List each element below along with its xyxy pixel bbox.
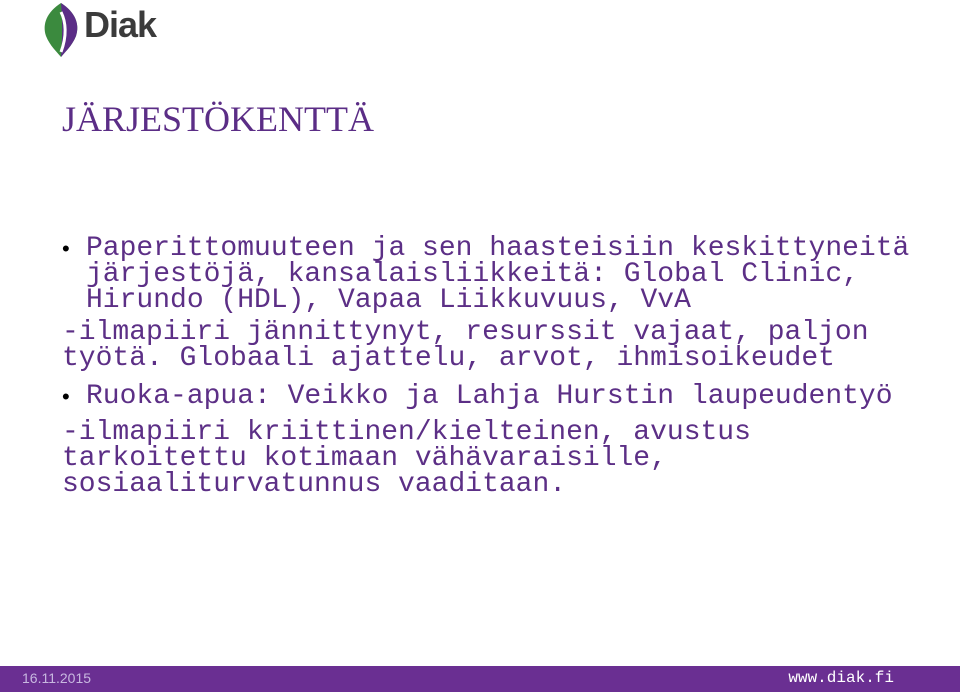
body-text: -ilmapiiri jännittynyt, resurssit vajaat, paljon työtä. Globaali ajattelu, arvot, ihmisoikeudet <box>62 317 869 374</box>
slide-content <box>62 233 942 500</box>
bullet-item <box>62 233 942 316</box>
bullet-item <box>62 381 942 412</box>
bullet-text: Ruoka-apua: Veikko ja Lahja Hurstin laupeudentyö <box>86 381 893 412</box>
diak-logo <box>40 2 170 58</box>
logo-text: Diak <box>84 4 157 45</box>
footer-date: 16.11.2015 <box>22 670 92 686</box>
body-text: -ilmapiiri kriittinen/kielteinen, avustus tarkoitettu kotimaan vähävaraisille, sosiaaliturvatunnus vaaditaan. <box>62 417 751 500</box>
footer-url[interactable]: www.diak.fi <box>788 669 894 687</box>
diak-leaf-icon <box>40 2 82 58</box>
slide-title: JÄRJESTÖKENTTÄ <box>62 99 374 139</box>
footer-bar <box>0 666 960 692</box>
bullet-icon: • <box>62 384 70 409</box>
bullet-text: Paperittomuuteen ja sen haasteisiin keskittyneitä järjestöjä, kansalaisliikkeitä: Global Clinic, Hirundo (HDL), Vapaa Liikkuvuus, VvA <box>86 233 910 316</box>
bullet-icon: • <box>62 236 70 261</box>
